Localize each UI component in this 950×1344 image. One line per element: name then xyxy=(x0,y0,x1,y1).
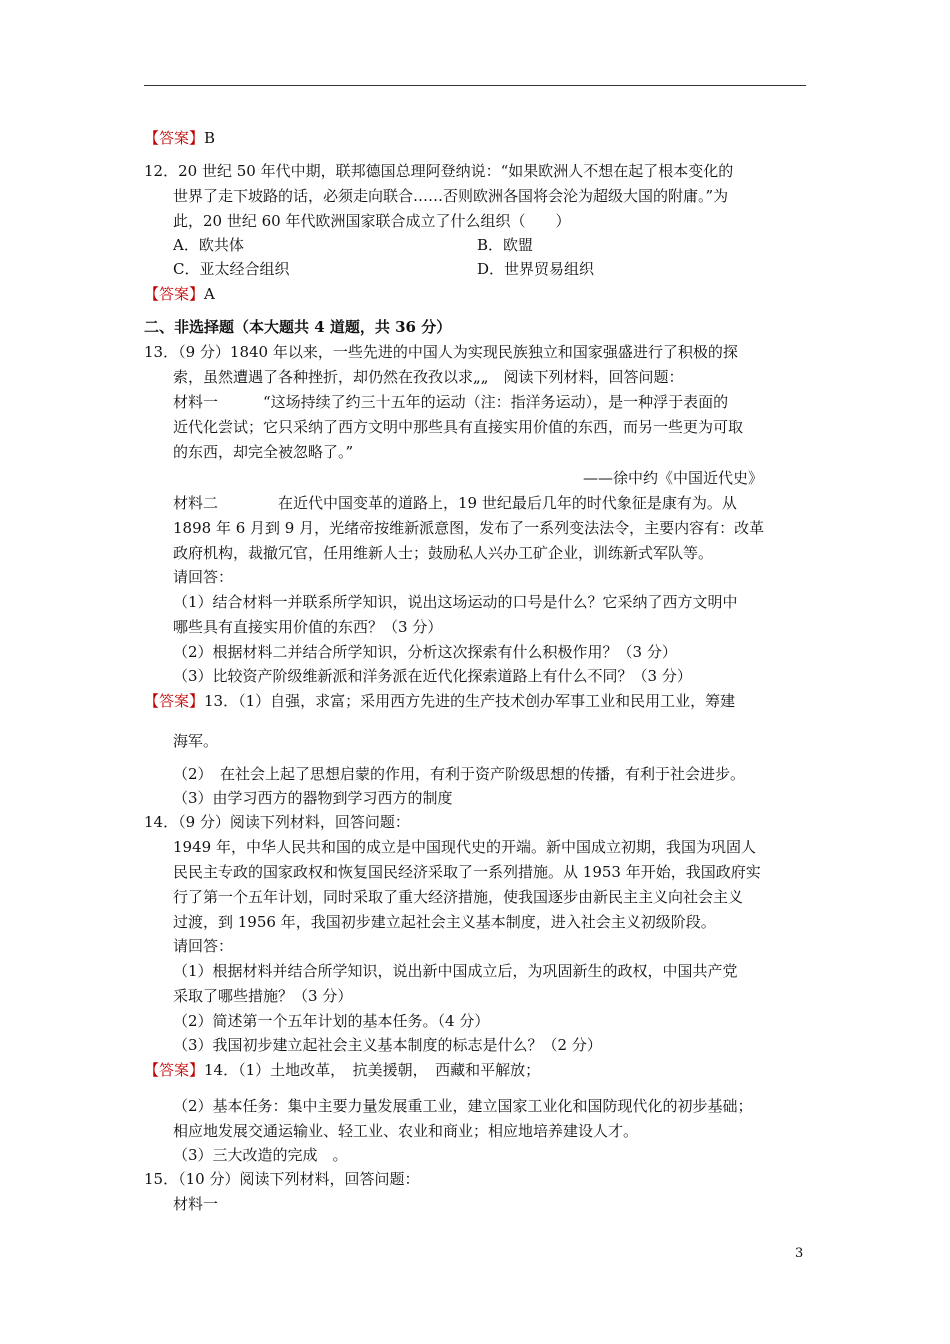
q14-question-line: （2）简述第一个五年计划的基本任务。（4 分） xyxy=(173,1012,490,1030)
q12-option-d: D．世界贸易组织 xyxy=(477,260,595,278)
answer-label: 【答案】 xyxy=(144,129,205,147)
answer-line-q13 xyxy=(144,691,735,711)
answer-label: 【答案】 xyxy=(144,692,205,710)
answer-value: B xyxy=(204,129,216,147)
q15-material-label: 材料一 xyxy=(173,1195,219,1213)
q14-material-line: 过渡，到 1956 年，我国初步建立起社会主义基本制度，进入社会主义初级阶段。 xyxy=(173,913,716,931)
answer-value: A xyxy=(204,285,215,303)
answer-value: 13．（1）自强，求富；采用西方先进的生产技术创办军事工业和民用工业，筹建 xyxy=(204,692,736,710)
q13-material1-line: 近代化尝试；它只采纳了西方文明中那些具有直接实用价值的东西，而另一些更为可取 xyxy=(173,418,744,436)
q14-stem: 14．（9 分）阅读下列材料，回答问题： xyxy=(144,813,410,831)
q14-question-line: （3）我国初步建立起社会主义基本制度的标志是什么？（2 分） xyxy=(173,1036,602,1054)
answer-line-q12 xyxy=(144,284,215,304)
q13-stem-line: 索，虽然遭遇了各种挫折，却仍然在孜孜以求„„ 阅读下列材料，回答问题： xyxy=(173,368,684,386)
q12-stem-line: 此，20 世纪 60 年代欧洲国家联合成立了什么组织（ ） xyxy=(173,212,571,230)
answer-label: 【答案】 xyxy=(144,285,205,303)
q14-material-line: 行了第一个五年计划，同时采取了重大经济措施，使我国逐步由新民主主义向社会主义 xyxy=(173,888,744,906)
q13-question-line: 哪些具有直接实用价值的东西？（3 分） xyxy=(173,618,443,636)
q13-material1-source: ——徐中约《中国近代史》 xyxy=(583,469,764,487)
q13-answer-line: 海军。 xyxy=(173,732,219,750)
q14-material-line: 1949 年，中华人民共和国的成立是中国现代史的开端。新中国成立初期，我国为巩固人 xyxy=(173,838,756,856)
q14-answer-line: 相应地发展交通运输业、轻工业、农业和商业；相应地培养建设人才。 xyxy=(173,1122,639,1140)
q14-ask: 请回答： xyxy=(173,937,234,955)
q13-material1-line: 的东西，却完全被忽略了。” xyxy=(173,443,354,461)
q13-material2-line: 政府机构，裁撤冗官，任用维新人士；鼓励私人兴办工矿企业，训练新式军队等。 xyxy=(173,544,714,562)
q12-option-c: C．亚太经合组织 xyxy=(173,260,290,278)
page-number: 3 xyxy=(795,1246,804,1261)
q15-stem: 15．（10 分）阅读下列材料，回答问题： xyxy=(144,1170,420,1188)
q13-question-line: （3）比较资产阶级维新派和洋务派在近代化探索道路上有什么不同？（3 分） xyxy=(173,667,692,685)
answer-line-q14 xyxy=(144,1060,540,1080)
q12-stem-line: 12．20 世纪 50 年代中期，联邦德国总理阿登纳说：“如果欧洲人不想在起了根本变化的 xyxy=(144,162,734,180)
q13-question-line: （2）根据材料二并结合所学知识，分析这次探索有什么积极作用？（3 分） xyxy=(173,643,677,661)
q12-option-a: A．欧共体 xyxy=(173,236,244,254)
q13-material2-line: 1898 年 6 月到 9 月，光绪帝按维新派意图，发布了一系列变法法令，主要内容有：改革 xyxy=(173,519,765,537)
q13-answer-line: （3）由学习西方的器物到学习西方的制度 xyxy=(173,789,453,807)
q13-answer-line: （2） 在社会上起了思想启蒙的作用，有利于资产阶级思想的传播，有利于社会进步。 xyxy=(173,765,746,783)
q13-material1-line: 材料一 “这场持续了约三十五年的运动（注：指洋务运动），是一种浮于表面的 xyxy=(173,393,729,411)
q14-material-line: 民民主专政的国家政权和恢复国民经济采取了一系列措施。从 1953 年开始，我国政府实 xyxy=(173,863,761,881)
answer-label: 【答案】 xyxy=(144,1061,205,1079)
q13-material2-line: 材料二 在近代中国变革的道路上，19 世纪最后几年的时代象征是康有为。从 xyxy=(173,494,737,512)
q12-stem-line: 世界了走下坡路的话，必须走向联合……否则欧洲各国将会沦为超级大国的附庸。”为 xyxy=(173,187,729,205)
section-title: 二、非选择题（本大题共 4 道题，共 36 分） xyxy=(144,318,452,336)
answer-value: 14．（1）土地改革， 抗美援朝， 西藏和平解放； xyxy=(204,1061,541,1079)
q14-question-line: （1）根据材料并结合所学知识，说出新中国成立后，为巩固新生的政权，中国共产党 xyxy=(173,962,738,980)
q13-question-line: （1）结合材料一并联系所学知识，说出这场运动的口号是什么？它采纳了西方文明中 xyxy=(173,593,738,611)
header-rule xyxy=(144,85,806,86)
q14-question-line: 采取了哪些措施？（3 分） xyxy=(173,987,353,1005)
q13-ask: 请回答： xyxy=(173,568,234,586)
q12-option-b: B．欧盟 xyxy=(477,236,534,254)
q14-answer-line: （2）基本任务：集中主要力量发展重工业，建立国家工业化和国防现代化的初步基础； xyxy=(173,1097,753,1115)
q14-answer-line: （3）三大改造的完成 。 xyxy=(173,1146,348,1164)
answer-line-q11 xyxy=(144,128,215,148)
q13-stem-line: 13．（9 分）1840 年以来，一些先进的中国人为实现民族独立和国家强盛进行了积极的探 xyxy=(144,343,738,361)
